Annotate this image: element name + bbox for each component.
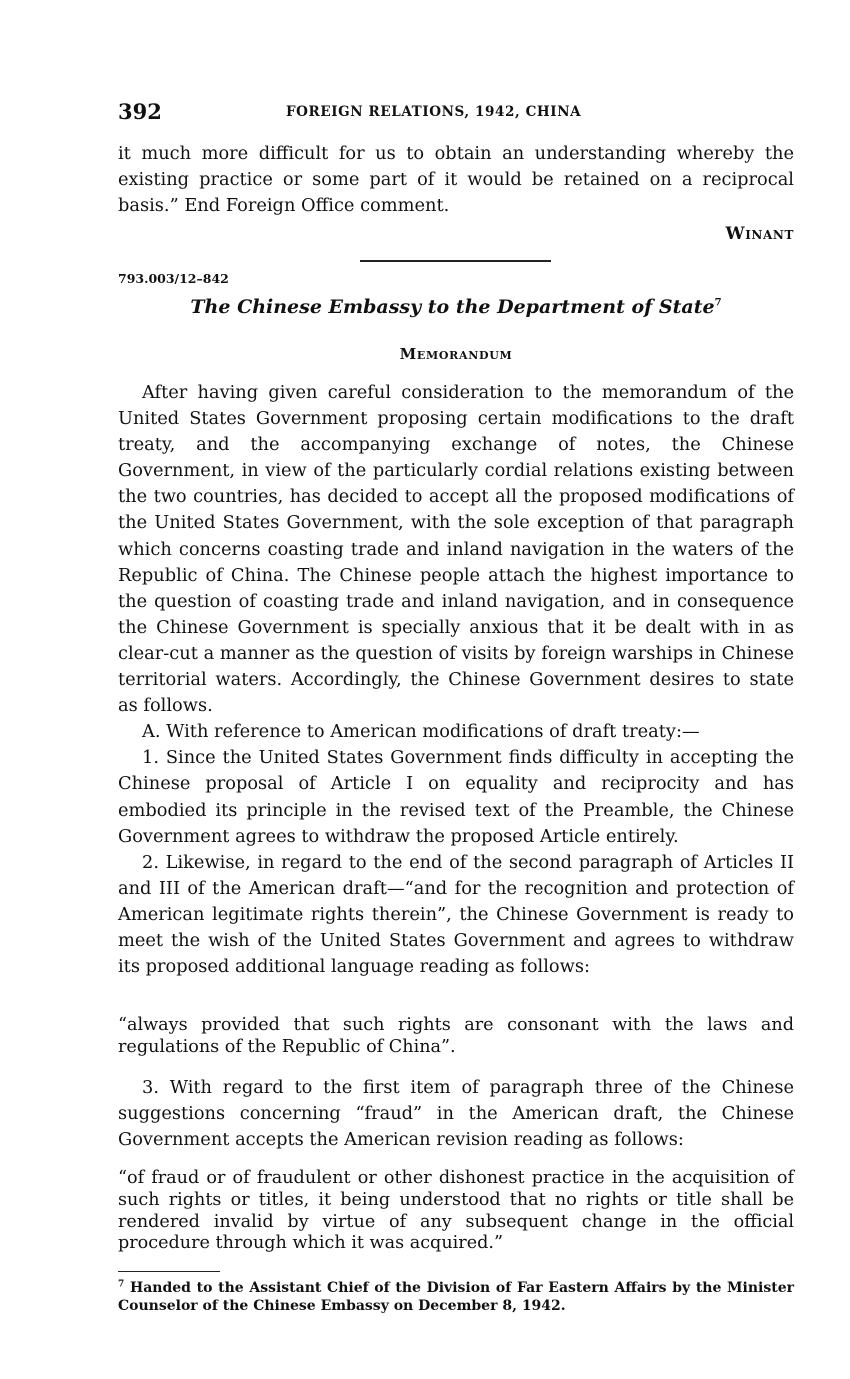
footnote [118,1280,794,1315]
quoted-text: “always provided that such rights are consonant with the laws and regulations of the Republic of China”. [118,1015,794,1057]
footnote-divider [118,1271,220,1272]
body-paragraph: 2. Likewise, in regard to the end of the second paragraph of Articles II and III of the American draft—“and for the recognition and protection of American legitimate rights therein”, the Chinese Government is ready to meet the wish of the United States Government and agrees to withdraw its proposed additional language reading as follows: [118,851,794,978]
section-divider [360,260,551,262]
running-head: FOREIGN RELATIONS, 1942, CHINA [286,104,582,120]
footnote-reference: 7 [714,297,722,309]
page-number: 392 [118,99,162,124]
quoted-text: “of fraud or of fraudulent or other dishonest practice in the acquisition of such rights or titles, it being understood that no rights or title shall be rendered invalid by virtue of any subsequent change in the official procedure through which it was acquired.” [118,1168,794,1254]
body-paragraph: After having given careful consideration to the memorandum of the United States Government proposing certain modifications to the draft treaty, and the accompanying exchange of notes, the Chinese Government, in view of the particularly cordial relations existing between the two countries, has decided to accept all the proposed modifications of the United States Government, with the sole exception of that paragraph which concerns coasting trade and inland navigation in the waters of the Republic of China. The Chinese people attach the highest importance to the question of coasting trade and inland navigation, and in consequence the Chinese Government is specially anxious that it be dealt with in as clear-cut a manner as the question of visits by foreign warships in Chinese territorial waters. Accordingly, the Chinese Government desires to state as follows. [118,382,794,717]
signature: Winant [725,224,794,244]
memorandum-body [118,380,794,980]
body-paragraph: A. With reference to American modifications of draft treaty:— [142,721,700,743]
body-paragraph: 1. Since the United States Government finds difficulty in accepting the Chinese proposal of Article I on equality and reciprocity and has embodied its principle in the revised text of the Preamble, the Chinese Government agrees to withdraw the proposed Article entirely. [118,747,794,847]
document-type: Memorandum [399,345,513,363]
continuation-paragraph: it much more difficult for us to obtain an understanding whereby the existing practice or some part of it would be retained on a reciprocal basis.” End Foreign Office comment. [118,143,794,217]
document-title [118,296,794,318]
document-title-text: The Chinese Embassy to the Department of State [190,296,715,318]
file-number: 793.003/12–842 [118,271,229,286]
block-quote-2 [118,1168,794,1255]
page-header [118,99,794,123]
footnote-marker: 7 [118,1279,125,1290]
footnote-text: Handed to the Assistant Chief of the Division of Far Eastern Affairs by the Minister Counselor of the Chinese Embassy on December 8, 1942. [118,1280,795,1314]
body-paragraph: 3. With regard to the first item of paragraph three of the Chinese suggestions concerning “fraud” in the American draft, the Chinese Government accepts the American revision reading as follows: [118,1077,794,1151]
block-quote-1 [118,1015,794,1059]
paragraph-3-block [118,1075,794,1153]
continuation-block [118,141,794,219]
